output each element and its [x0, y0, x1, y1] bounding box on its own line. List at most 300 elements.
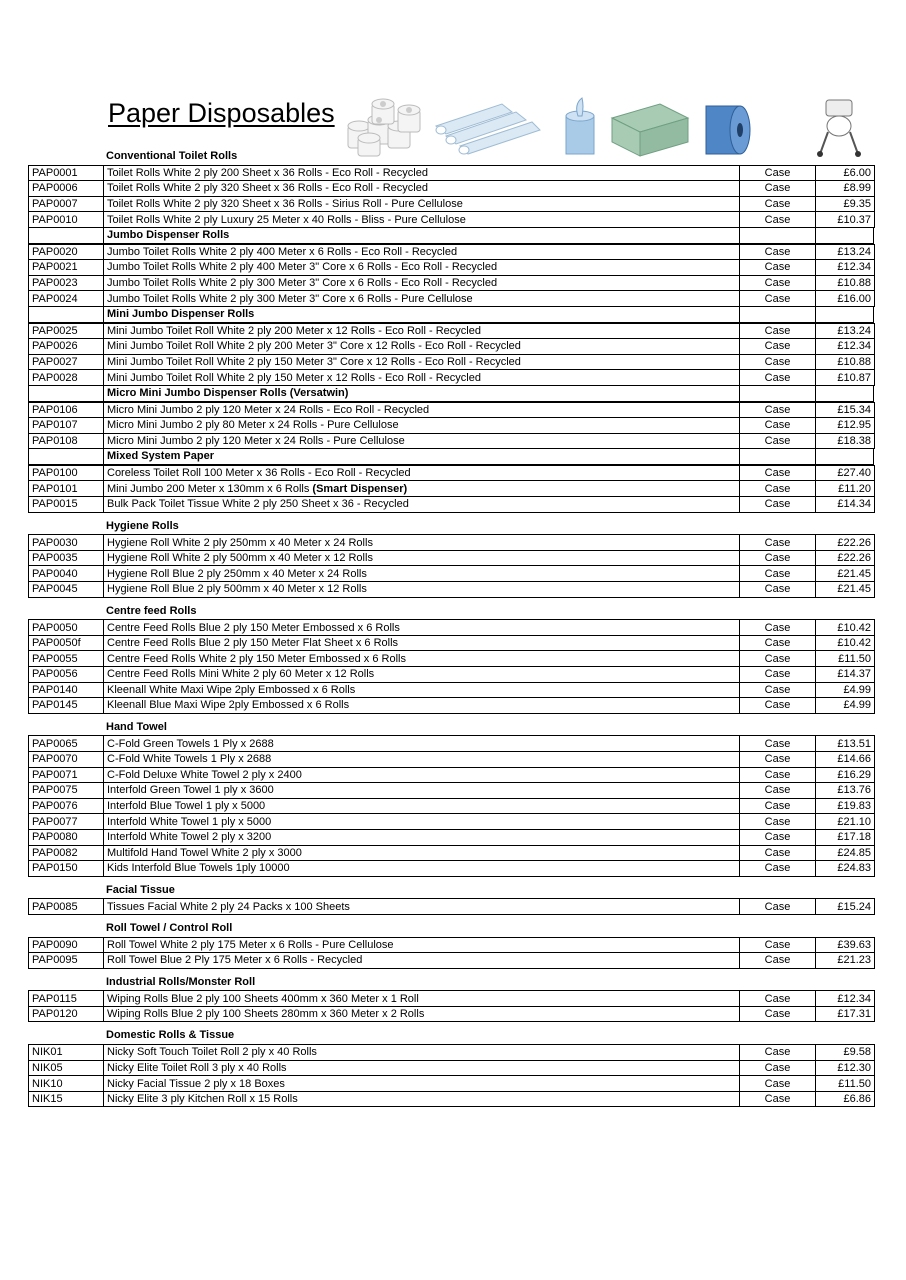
unit-cell-text: Case	[764, 482, 791, 495]
unit-cell	[740, 582, 816, 598]
unit-cell	[740, 899, 816, 915]
unit-cell-text: Case	[764, 846, 791, 859]
product-description-text: C-Fold White Towels 1 Ply x 2688	[107, 753, 272, 766]
product-code	[29, 418, 104, 434]
unit-cell-text: Case	[764, 637, 791, 650]
table-row	[29, 418, 875, 434]
product-code-text: PAP0065	[32, 737, 78, 750]
product-description-text: Wiping Rolls Blue 2 ply 100 Sheets 400mm x 360 Meter x 1 Roll	[107, 992, 419, 1005]
unit-cell-text: Case	[764, 668, 791, 681]
section	[28, 604, 874, 714]
section-heading	[28, 975, 874, 991]
price-cell-text: £10.87	[837, 371, 871, 384]
unit-cell-text: Case	[764, 583, 791, 596]
unit-cell	[740, 566, 816, 582]
product-code-text: PAP0056	[32, 668, 78, 681]
price-cell	[816, 1006, 875, 1022]
unit-cell-text: Case	[764, 621, 791, 634]
product-description	[104, 991, 740, 1007]
product-description	[104, 212, 740, 228]
table-row	[29, 861, 875, 877]
price-cell-text: £6.86	[843, 1093, 871, 1106]
product-code-text: PAP0082	[32, 846, 78, 859]
price-cell	[816, 196, 875, 212]
section	[28, 519, 874, 598]
unit-cell	[740, 651, 816, 667]
product-code	[29, 497, 104, 513]
product-code-text: PAP0076	[32, 800, 78, 813]
table-row	[29, 736, 875, 752]
product-description	[104, 465, 740, 481]
unit-cell-text: Case	[764, 992, 791, 1005]
unit-cell-text: Case	[764, 831, 791, 844]
unit-cell	[740, 861, 816, 877]
product-code-text: PAP0007	[32, 198, 78, 211]
product-code	[29, 767, 104, 783]
product-description	[104, 736, 740, 752]
product-description-text: Centre Feed Rolls White 2 ply 150 Meter Embossed x 6 Rolls	[107, 652, 406, 665]
product-code	[29, 566, 104, 582]
table-row	[29, 991, 875, 1007]
unit-cell	[740, 953, 816, 969]
unit-cell	[740, 212, 816, 228]
product-description	[104, 682, 740, 698]
price-cell	[816, 260, 875, 276]
price-cell-text: £12.34	[837, 261, 871, 274]
price-cell	[816, 418, 875, 434]
product-code	[29, 1076, 104, 1092]
product-code	[29, 323, 104, 339]
unit-cell	[740, 535, 816, 551]
page-title: Paper Disposables	[108, 98, 335, 128]
section-heading-text: Micro Mini Jumbo Dispenser Rolls (Versatwin)	[107, 386, 349, 399]
unit-cell	[740, 620, 816, 636]
product-code-text: PAP0001	[32, 166, 78, 179]
product-code	[29, 1060, 104, 1076]
section-heading-text: Industrial Rolls/Monster Roll	[106, 975, 256, 988]
unit-cell	[740, 291, 816, 307]
product-description-text: Toilet Rolls White 2 ply 320 Sheet x 36 Rolls - Eco Roll - Recycled	[107, 182, 428, 195]
product-description-text: Coreless Toilet Roll 100 Meter x 36 Rolls - Eco Roll - Recycled	[107, 467, 411, 480]
table-row	[29, 497, 875, 513]
table-row	[29, 899, 875, 915]
unit-cell	[740, 798, 816, 814]
unit-cell-text: Case	[764, 737, 791, 750]
product-description-text: Interfold Blue Towel 1 ply x 5000	[107, 800, 266, 813]
price-cell-text: £21.45	[837, 567, 871, 580]
unit-cell	[740, 698, 816, 714]
price-cell	[816, 291, 875, 307]
product-description-text: Multifold Hand Towel White 2 ply x 3000	[107, 846, 302, 859]
section-heading	[28, 883, 874, 899]
product-code	[29, 196, 104, 212]
section	[28, 228, 874, 307]
price-cell	[816, 275, 875, 291]
product-code-text: PAP0115	[32, 992, 77, 1005]
unit-cell	[740, 354, 816, 370]
section-heading-text: Mini Jumbo Dispenser Rolls	[107, 307, 255, 320]
price-cell-text: £15.24	[837, 900, 871, 913]
product-description-text: Kleenall White Maxi Wipe 2ply Embossed x 6 Rolls	[107, 683, 356, 696]
table-row	[29, 566, 875, 582]
unit-cell-text: Case	[764, 862, 791, 875]
unit-cell	[740, 165, 816, 181]
price-cell-text: £12.95	[837, 419, 871, 432]
price-cell-text: £9.58	[843, 1046, 871, 1059]
unit-cell	[740, 550, 816, 566]
product-description-text: Nicky Soft Touch Toilet Roll 2 ply x 40 Rolls	[107, 1046, 317, 1059]
product-description-text: Centre Feed Rolls Blue 2 ply 150 Meter Flat Sheet x 6 Rolls	[107, 637, 399, 650]
unit-cell-text: Case	[764, 1061, 791, 1074]
unit-cell	[740, 323, 816, 339]
table-row	[29, 829, 875, 845]
product-description-text: Bulk Pack Toilet Tissue White 2 ply 250 Sheet x 36 - Recycled	[107, 498, 409, 511]
product-code-text: PAP0050f	[32, 637, 81, 650]
price-cell-text: £10.42	[837, 621, 871, 634]
section	[28, 307, 874, 386]
product-code-text: PAP0120	[32, 1008, 78, 1021]
product-description-text: Centre Feed Rolls Blue 2 ply 150 Meter Embossed x 6 Rolls	[107, 621, 400, 634]
product-code-text: PAP0020	[32, 245, 78, 258]
unit-cell	[740, 736, 816, 752]
unit-cell	[740, 682, 816, 698]
price-cell	[816, 181, 875, 197]
table-row	[29, 481, 875, 497]
product-description	[104, 566, 740, 582]
product-description	[104, 953, 740, 969]
unit-cell-text: Case	[764, 900, 791, 913]
product-description-text: Mini Jumbo Toilet Roll White 2 ply 150 Meter x 12 Rolls - Eco Roll - Recycled	[107, 371, 481, 384]
price-cell-text: £8.99	[843, 182, 871, 195]
product-description-text: Roll Towel White 2 ply 175 Meter x 6 Rolls - Pure Cellulose	[107, 938, 394, 951]
price-cell	[816, 937, 875, 953]
unit-cell-text: Case	[764, 552, 791, 565]
section-heading-text: Jumbo Dispenser Rolls	[107, 228, 230, 241]
price-cell-text: £11.50	[838, 1077, 871, 1090]
section	[28, 449, 874, 512]
price-table	[28, 465, 875, 513]
product-code-text: PAP0035	[32, 552, 78, 565]
product-code-text: PAP0025	[32, 324, 78, 337]
product-code	[29, 1045, 104, 1061]
unit-cell-text: Case	[764, 340, 791, 353]
price-table	[28, 735, 875, 876]
price-cell-text: £22.26	[837, 552, 871, 565]
table-row	[29, 953, 875, 969]
unit-cell	[740, 1006, 816, 1022]
section-heading	[28, 228, 874, 244]
price-cell	[816, 212, 875, 228]
table-row	[29, 535, 875, 551]
product-description-text: Hygiene Roll White 2 ply 250mm x 40 Meter x 24 Rolls	[107, 536, 373, 549]
price-cell	[816, 845, 875, 861]
product-description	[104, 275, 740, 291]
price-cell-text: £22.26	[837, 536, 871, 549]
product-code	[29, 861, 104, 877]
table-row	[29, 620, 875, 636]
section-heading-text: Hand Towel	[106, 720, 167, 733]
price-cell-text: £12.34	[837, 992, 871, 1005]
price-cell-text: £13.24	[837, 324, 871, 337]
price-cell	[816, 535, 875, 551]
unit-cell-text: Case	[764, 213, 791, 226]
product-description-text: Micro Mini Jumbo 2 ply 120 Meter x 24 Rolls - Pure Cellulose	[107, 434, 405, 447]
product-description-text: Wiping Rolls Blue 2 ply 100 Sheets 280mm x 360 Meter x 2 Rolls	[107, 1008, 425, 1021]
product-description-text: C-Fold Deluxe White Towel 2 ply x 2400	[107, 768, 302, 781]
price-cell	[816, 667, 875, 683]
section-heading	[28, 386, 874, 402]
product-code	[29, 937, 104, 953]
product-code-text: PAP0095	[32, 954, 78, 967]
price-cell	[816, 370, 875, 386]
product-description	[104, 651, 740, 667]
unit-cell	[740, 418, 816, 434]
product-code-text: PAP0040	[32, 567, 78, 580]
product-description	[104, 291, 740, 307]
table-row	[29, 1045, 875, 1061]
table-row	[29, 1091, 875, 1107]
table-row	[29, 244, 875, 260]
product-code-text: PAP0024	[32, 292, 78, 305]
unit-cell-text: Case	[764, 245, 791, 258]
product-code-text: PAP0055	[32, 652, 78, 665]
product-description	[104, 620, 740, 636]
price-table	[28, 165, 875, 228]
price-cell-text: £14.66	[837, 753, 871, 766]
table-row	[29, 582, 875, 598]
table-row	[29, 402, 875, 418]
product-code-text: NIK01	[32, 1046, 63, 1059]
section-heading	[28, 604, 874, 620]
product-description	[104, 751, 740, 767]
unit-cell	[740, 783, 816, 799]
unit-cell-text: Case	[764, 954, 791, 967]
unit-cell-text: Case	[764, 434, 791, 447]
unit-cell	[740, 1045, 816, 1061]
price-cell	[816, 497, 875, 513]
price-cell-text: £21.10	[837, 815, 871, 828]
product-description-text: Interfold White Towel 1 ply x 5000	[107, 815, 272, 828]
product-description	[104, 481, 740, 497]
product-code-text: PAP0100	[32, 467, 78, 480]
product-description-text: Interfold White Towel 2 ply x 3200	[107, 831, 272, 844]
price-cell-text: £13.76	[837, 784, 871, 797]
unit-cell	[740, 433, 816, 449]
product-code-text: PAP0045	[32, 583, 78, 596]
product-code	[29, 698, 104, 714]
product-description-text: Nicky Elite Toilet Roll 3 ply x 40 Rolls	[107, 1061, 287, 1074]
product-description-text: Micro Mini Jumbo 2 ply 120 Meter x 24 Rolls - Eco Roll - Recycled	[107, 403, 430, 416]
product-description	[104, 354, 740, 370]
product-description-text: Hygiene Roll White 2 ply 500mm x 40 Meter x 12 Rolls	[107, 552, 373, 565]
price-table	[28, 534, 875, 597]
table-row	[29, 798, 875, 814]
product-code-text: PAP0145	[32, 699, 78, 712]
product-description-text: Jumbo Toilet Rolls White 2 ply 300 Meter 3" Core x 6 Rolls - Pure Cellulose	[107, 292, 473, 305]
product-description-text: Mini Jumbo Toilet Roll White 2 ply 150 Meter 3" Core x 12 Rolls - Eco Roll - Recycled	[107, 356, 521, 369]
price-cell	[816, 481, 875, 497]
product-code	[29, 260, 104, 276]
product-code	[29, 751, 104, 767]
unit-cell-text: Case	[764, 419, 791, 432]
unit-cell-text: Case	[764, 261, 791, 274]
product-description	[104, 635, 740, 651]
unit-cell	[740, 465, 816, 481]
unit-cell	[740, 1076, 816, 1092]
price-cell	[816, 465, 875, 481]
unit-cell-text: Case	[764, 1077, 791, 1090]
product-code	[29, 798, 104, 814]
product-description	[104, 323, 740, 339]
unit-cell-text: Case	[764, 356, 791, 369]
unit-cell-text: Case	[764, 800, 791, 813]
price-cell	[816, 582, 875, 598]
product-description	[104, 244, 740, 260]
price-cell	[816, 244, 875, 260]
unit-cell-text: Case	[764, 1093, 791, 1106]
product-description-text: Mini Jumbo Toilet Roll White 2 ply 200 Meter 3" Core x 12 Rolls - Eco Roll - Recycled	[107, 340, 521, 353]
product-description-text: Interfold Green Towel 1 ply x 3600	[107, 784, 274, 797]
product-description-text: Hygiene Roll Blue 2 ply 500mm x 40 Meter x 12 Rolls	[107, 583, 367, 596]
price-cell-text: £13.51	[837, 737, 871, 750]
product-description	[104, 667, 740, 683]
product-code	[29, 953, 104, 969]
unit-cell	[740, 814, 816, 830]
product-description-text: Mini Jumbo 200 Meter x 130mm x 6 Rolls	[107, 482, 310, 495]
product-code-text: PAP0080	[32, 831, 78, 844]
price-cell-text: £11.20	[838, 482, 871, 495]
unit-cell	[740, 829, 816, 845]
price-cell-text: £10.88	[837, 356, 871, 369]
table-row	[29, 751, 875, 767]
price-cell-text: £9.35	[843, 198, 871, 211]
price-cell-text: £15.34	[837, 403, 871, 416]
price-table	[28, 937, 875, 969]
unit-cell-text: Case	[764, 166, 791, 179]
product-description-text: Kleenall Blue Maxi Wipe 2ply Embossed x 6 Rolls	[107, 699, 350, 712]
product-description-text: Nicky Elite 3 ply Kitchen Roll x 15 Rolls	[107, 1093, 298, 1106]
table-row	[29, 937, 875, 953]
unit-cell-text: Case	[764, 567, 791, 580]
price-table	[28, 619, 875, 714]
price-cell-text: £21.45	[837, 583, 871, 596]
unit-cell	[740, 402, 816, 418]
price-table	[28, 1044, 875, 1107]
price-cell	[816, 165, 875, 181]
product-code	[29, 212, 104, 228]
product-code-text: PAP0140	[32, 683, 78, 696]
product-code	[29, 845, 104, 861]
price-cell	[816, 751, 875, 767]
table-row	[29, 181, 875, 197]
price-list	[28, 149, 874, 1107]
product-code-text: PAP0071	[32, 768, 78, 781]
product-description-text: Mini Jumbo Toilet Roll White 2 ply 200 Meter x 12 Rolls - Eco Roll - Recycled	[107, 324, 481, 337]
table-row	[29, 339, 875, 355]
price-cell-text: £24.83	[837, 862, 871, 875]
price-cell-text: £13.24	[837, 245, 871, 258]
price-cell-text: £11.50	[838, 652, 871, 665]
product-description-text: Kids Interfold Blue Towels 1ply 10000	[107, 862, 290, 875]
price-cell	[816, 620, 875, 636]
unit-cell-text: Case	[764, 652, 791, 665]
unit-cell	[740, 845, 816, 861]
unit-cell	[740, 767, 816, 783]
product-code	[29, 651, 104, 667]
product-description	[104, 165, 740, 181]
section-heading-text: Facial Tissue	[106, 883, 175, 896]
price-cell-text: £6.00	[843, 166, 871, 179]
product-description-note: (Smart Dispenser)	[312, 482, 408, 495]
unit-cell	[740, 481, 816, 497]
price-cell	[816, 798, 875, 814]
product-code	[29, 535, 104, 551]
unit-cell-text: Case	[764, 699, 791, 712]
unit-cell	[740, 339, 816, 355]
price-cell	[816, 829, 875, 845]
table-row	[29, 635, 875, 651]
product-code-text: PAP0101	[32, 482, 78, 495]
price-cell	[816, 1045, 875, 1061]
section	[28, 149, 874, 228]
product-description-text: C-Fold Green Towels 1 Ply x 2688	[107, 737, 274, 750]
unit-cell	[740, 260, 816, 276]
product-description-text: Toilet Rolls White 2 ply Luxury 25 Meter x 40 Rolls - Bliss - Pure Cellulose	[107, 213, 466, 226]
unit-cell	[740, 181, 816, 197]
product-description	[104, 339, 740, 355]
product-code	[29, 899, 104, 915]
product-description-text: Jumbo Toilet Rolls White 2 ply 400 Meter 3" Core x 6 Rolls - Eco Roll - Recycled	[107, 261, 498, 274]
unit-cell-text: Case	[764, 498, 791, 511]
price-table	[28, 323, 875, 386]
product-code-text: PAP0028	[32, 371, 78, 384]
price-cell	[816, 433, 875, 449]
price-table	[28, 244, 875, 307]
section-heading-text: Hygiene Rolls	[106, 519, 179, 532]
unit-cell	[740, 275, 816, 291]
product-code	[29, 682, 104, 698]
table-row	[29, 1006, 875, 1022]
section-heading-text: Roll Towel / Control Roll	[106, 921, 233, 934]
product-code-text: PAP0077	[32, 815, 78, 828]
unit-cell-text: Case	[764, 324, 791, 337]
price-cell-text: £4.99	[843, 683, 871, 696]
price-cell	[816, 991, 875, 1007]
price-cell-text: £12.34	[837, 340, 871, 353]
table-row	[29, 196, 875, 212]
price-cell-text: £10.37	[837, 213, 871, 226]
table-row	[29, 1060, 875, 1076]
unit-cell-text: Case	[764, 815, 791, 828]
product-code-text: PAP0106	[32, 403, 78, 416]
section	[28, 720, 874, 877]
product-code-text: PAP0023	[32, 277, 78, 290]
unit-cell	[740, 1091, 816, 1107]
price-cell-text: £4.99	[843, 699, 871, 712]
product-code	[29, 291, 104, 307]
price-cell-text: £18.38	[837, 434, 871, 447]
table-row	[29, 165, 875, 181]
unit-cell-text: Case	[764, 768, 791, 781]
product-code	[29, 1091, 104, 1107]
section-heading	[28, 921, 874, 937]
product-code	[29, 181, 104, 197]
unit-cell-text: Case	[764, 1046, 791, 1059]
product-code	[29, 339, 104, 355]
price-cell-text: £14.37	[837, 668, 871, 681]
unit-cell	[740, 667, 816, 683]
price-cell-text: £27.40	[837, 467, 871, 480]
